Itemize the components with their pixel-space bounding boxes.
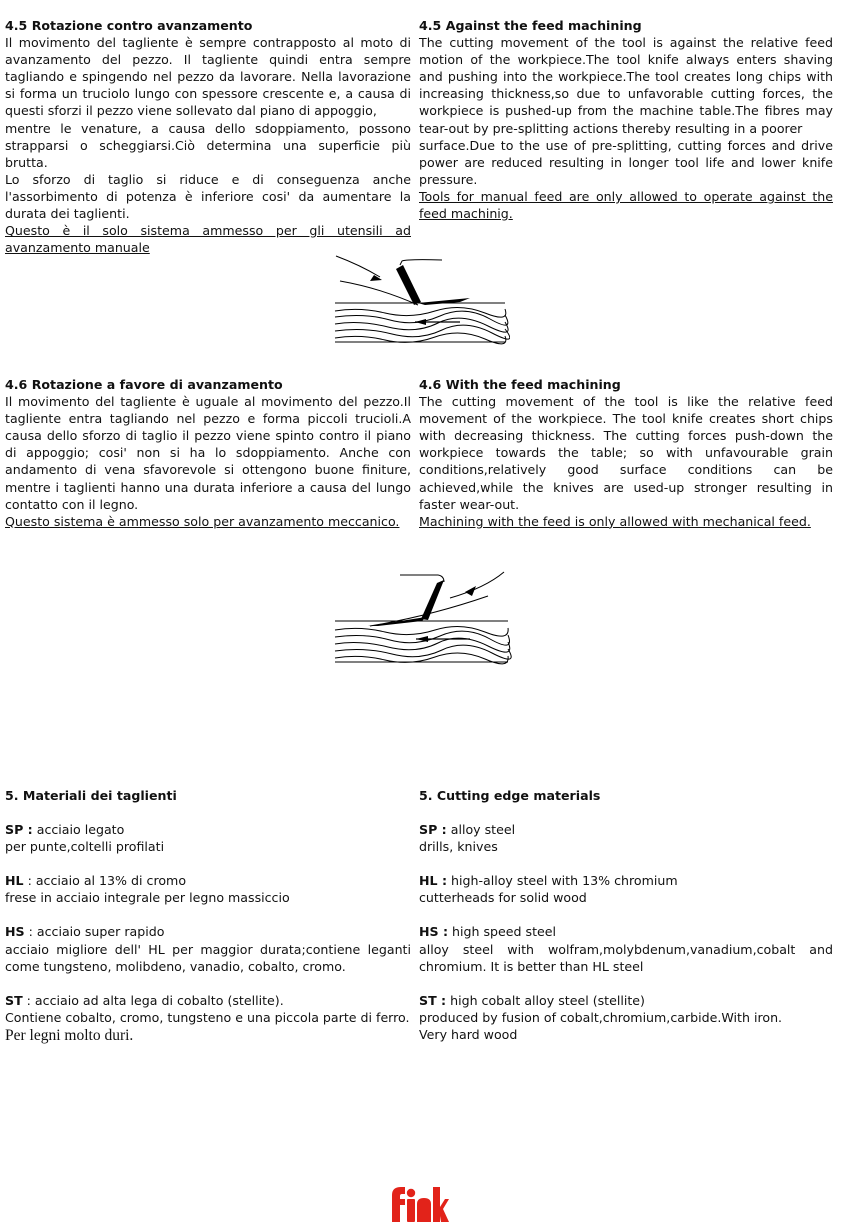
paragraph: Lo sforzo di taglio si riduce e di conseguenza anche l'assorbimento di potenza è inferiore cosi' da aumentare la durata dei taglienti. <box>5 171 411 222</box>
section-4-5-italian <box>5 17 411 256</box>
material-line <box>5 923 411 940</box>
material-line <box>5 872 411 889</box>
material-line <box>5 992 411 1009</box>
material-code: HL : <box>419 873 447 889</box>
material-code: HL <box>5 873 24 889</box>
section-title: 4.5 Against the feed machining <box>419 18 642 33</box>
material-desc: acciaio migliore dell' HL per maggior durata;contiene leganti come tungsteno, molibdeno, vanadio, cobalto, cromo. <box>5 941 411 974</box>
material-desc: per punte,coltelli profilati <box>5 839 165 855</box>
paragraph: The cutting movement of the tool is against the relative feed motion of the workpiece.The tool knife always enters shaving and pushing into the workpiece.The tool creates long chips with increasing thickness,so due to unfavorable cutting forces, the workpiece is pushed-up from the machine table.The fibres may tear-out by pre-splitting actions thereby resulting in a poorer <box>419 35 833 136</box>
material-code: ST <box>5 992 23 1008</box>
paragraph: Il movimento del tagliente è uguale al movimento del pezzo.Il tagliente entra tagliando nel pezzo e forma piccoli trucioli.A causa dello sforzo di taglio il pezzo viene spinto contro il piano di appoggio; cosi' non si ha lo sdoppiamento. Anche con andamento di vena sfavorevole si ottengono buone finiture, mentre i taglienti hanno una durata inferiore a causa del lungo contatto con il legno. <box>5 394 411 512</box>
paragraph: The cutting movement of the tool is like the relative feed movement of the workpiece. The tool knife creates short chips with decreasing thickness. The cutting forces push-down the workpiece towards the table; so with unfavourable grain conditions,relatively good surface conditions can be achieved,while the knives are used-up stronger resulting in faster wear-out. <box>419 394 833 512</box>
section-title: 4.5 Rotazione contro avanzamento <box>5 18 253 33</box>
material-code: SP : <box>5 822 33 838</box>
material-extra: Very hard wood <box>419 1026 518 1042</box>
material-name: : acciaio super rapido <box>24 924 165 940</box>
material-desc: Contiene cobalto, cromo, tungsteno e una piccola parte di ferro. <box>5 1009 410 1025</box>
with-feed-diagram <box>330 568 512 666</box>
paragraph: Il movimento del tagliente è sempre contrapposto al moto di avanzamento del pezzo. Il tagliente quindi entra sempre tagliando e spingendo nel pezzo da lavorare. Nella lavorazione si forma un truciolo lungo con spessore crescente e, a causa di questi sforzi il pezzo viene sollevato dal piano di appoggio, <box>5 35 411 119</box>
material-name: high-alloy steel with 13% chromium <box>447 873 678 889</box>
material-line <box>419 923 833 940</box>
underlined-note: Questo è il solo sistema ammesso per gli utensili ad avanzamento manuale <box>5 223 411 256</box>
material-name: : acciaio ad alta lega di cobalto (stellite). <box>22 992 284 1008</box>
underlined-note: Questo sistema è ammesso solo per avanzamento meccanico. <box>5 513 400 529</box>
underlined-note: Machining with the feed is only allowed with mechanical feed. <box>419 513 811 529</box>
section-4-6-italian <box>5 376 411 530</box>
material-name: alloy steel <box>446 822 516 838</box>
section-5-italian <box>5 787 411 1046</box>
material-code: ST : <box>419 992 447 1008</box>
material-line <box>419 992 833 1009</box>
material-name: acciaio legato <box>32 822 125 838</box>
material-desc: produced by fusion of cobalt,chromium,carbide.With iron. <box>419 1009 783 1025</box>
paragraph: surface.Due to the use of pre-splitting, cutting forces and drive power are reduced resulting in longer tool life and lower knife pressure. <box>419 137 833 187</box>
fink-logo <box>389 1186 449 1224</box>
material-desc: frese in acciaio integrale per legno massiccio <box>5 890 290 906</box>
material-desc: cutterheads for solid wood <box>419 890 587 906</box>
against-feed-diagram <box>330 253 510 345</box>
section-4-5-english <box>419 17 833 222</box>
material-code: HS : <box>419 924 449 940</box>
paragraph: mentre le venature, a causa dello sdoppiamento, possono strapparsi o scheggiarsi.Ciò determina una superficie più brutta. <box>5 120 411 170</box>
section-title: 4.6 With the feed machining <box>419 377 621 392</box>
section-4-6-english <box>419 376 833 530</box>
material-extra: Per legni molto duri. <box>5 1026 134 1044</box>
material-line <box>419 872 833 889</box>
material-line <box>419 821 833 838</box>
section-title: 4.6 Rotazione a favore di avanzamento <box>5 377 283 392</box>
material-code: HS <box>5 924 25 940</box>
material-code: SP : <box>419 822 447 838</box>
material-name: : acciaio al 13% di cromo <box>23 873 187 889</box>
section-title: 5. Cutting edge materials <box>419 788 601 803</box>
section-5-english <box>419 787 833 1043</box>
material-name: high cobalt alloy steel (stellite) <box>446 992 645 1008</box>
material-desc: drills, knives <box>419 839 498 855</box>
material-line <box>5 821 411 838</box>
underlined-note: Tools for manual feed are only allowed to operate against the feed machinig. <box>419 188 833 222</box>
material-name: high speed steel <box>448 924 557 940</box>
section-title: 5. Materiali dei taglienti <box>5 788 177 803</box>
material-desc: alloy steel with wolfram,molybdenum,vanadium,cobalt and chromium. It is better than HL steel <box>419 941 833 974</box>
